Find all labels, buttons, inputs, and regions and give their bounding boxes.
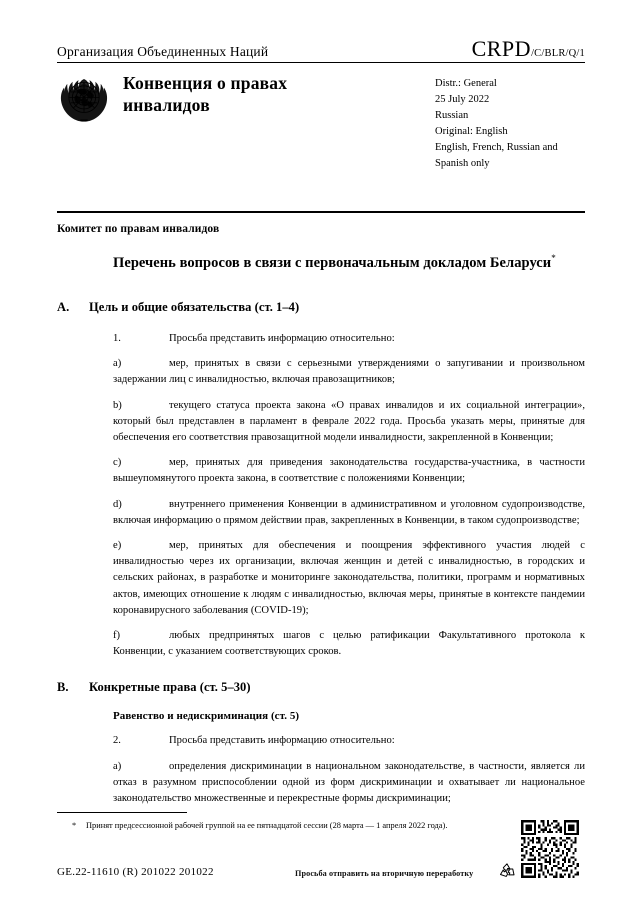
- distribution-languages-1: English, French, Russian and: [435, 141, 558, 153]
- paragraph-a-1: [113, 331, 585, 347]
- masthead-divider: [57, 211, 585, 213]
- document-symbol-suffix: /C/BLR/Q/1: [531, 48, 585, 59]
- paragraph-text: мер, принятых в связи с серьезными утверждениями о запугивании и произвольном задержании лиц с инвалидностью, включая правозащитников;: [113, 358, 585, 386]
- distribution-line: Distr.: General: [435, 78, 497, 89]
- paragraph-a-1a: [113, 356, 585, 388]
- paragraph-marker: 1.: [113, 333, 121, 344]
- paragraph-marker: b): [113, 399, 122, 411]
- paragraph-marker: e): [113, 540, 122, 552]
- paragraph-text: Просьба представить информацию относительно:: [169, 735, 395, 747]
- section-heading-b: [57, 680, 585, 695]
- paragraph-text: мер, принятых для приведения законодательства государства-участника, в частности вышеупомянутого проекта закона, в соответствие с положениями Конвенции;: [113, 457, 585, 485]
- paragraph-marker: a): [113, 760, 122, 772]
- committee-name: Комитет по правам инвалидов: [57, 223, 220, 235]
- section-title-b: Конкретные права (ст. 5–30): [89, 680, 251, 695]
- header-divider: [57, 62, 585, 63]
- document-header: [57, 36, 585, 62]
- recycle-note: Просьба отправить на вторичную переработку: [295, 869, 474, 878]
- section-heading-a: [57, 300, 585, 315]
- section-letter-b: B.: [57, 680, 69, 695]
- masthead: [57, 70, 585, 172]
- distribution-original: Original: English: [435, 125, 508, 137]
- footnote-marker: *: [72, 821, 77, 830]
- distribution-language: Russian: [435, 109, 469, 121]
- recycle-icon: [497, 861, 517, 881]
- paragraph-text: любых предпринятых шагов с целью ратификации Факультативного протокола к Конвенции, с указанием соответствующих сроков.: [113, 630, 585, 658]
- convention-title: Конвенция о правах инвалидов: [123, 73, 288, 116]
- paragraph-b-2: [113, 733, 585, 749]
- paragraph-marker: f): [113, 630, 121, 642]
- un-emblem-icon: [57, 72, 111, 126]
- document-symbol-main: CRPD: [471, 36, 532, 61]
- paragraph-a-1f: [113, 628, 585, 660]
- paragraph-marker: d): [113, 498, 122, 510]
- paragraph-text: определения дискриминации в национальном законодательстве, в частности, является ли отказ в разумном приспособлении одной из форм дискриминации и охватывает ли национальное законодательство множественные и перекрестные формы дискриминации;: [113, 760, 585, 805]
- document-body: [57, 300, 585, 807]
- paragraph-b-2a: [113, 759, 585, 808]
- distribution-languages-2: Spanish only: [435, 157, 490, 169]
- paragraph-text: внутреннего применения Конвенции в административном и уголовном судопроизводстве, включая информацию о прямом действии прав, закрепленных в Конвенции, в таком судопроизводстве;: [113, 498, 585, 526]
- subsection-heading-equality: Равенство и недискриминация (ст. 5): [113, 710, 300, 723]
- qr-code-icon: [519, 818, 581, 880]
- paragraph-text: текущего статуса проекта закона «О правах инвалидов и их социальной интеграции», который был представлен в парламент в феврале 2022 года. Просьба указать меры, принятые для обеспечения его соответствия правозащитной модели инвалидности, закрепленной в Конвенции;: [113, 399, 585, 444]
- organization-name: Организация Объединенных Наций: [57, 44, 269, 59]
- section-letter-a: A.: [57, 300, 70, 314]
- paragraph-marker: a): [113, 358, 122, 370]
- paragraph-text: Просьба представить информацию относительно:: [169, 333, 395, 344]
- paragraph-text: мер, принятых для обеспечения и поощрения эффективного участия людей с инвалидностью через их организации, включая женщин и детей с инвалидностью, в городских и сельских районах, в разработке и мониторинге законодательства, политики, программ и нормативных актов, имеющих отношение к людям с инвалидностью, включая меры, принятые в контексте пандемии коронавирусного заболевания (COVID-19);: [113, 540, 585, 616]
- document-code: GE.22-11610 (R) 201022 201022: [57, 866, 214, 878]
- paragraph-a-1c: [113, 455, 585, 487]
- distribution-block: [435, 70, 585, 172]
- title-footnote-marker: *: [551, 253, 556, 263]
- paragraph-a-1d: [113, 497, 585, 529]
- paragraph-a-1e: [113, 538, 585, 619]
- footnote-text: Принят предсессионной рабочей группой на ее пятнадцатой сессии (28 марта — 1 апреля 2022 года).: [86, 821, 448, 830]
- paragraph-marker: c): [113, 457, 122, 469]
- document-symbol: [472, 36, 585, 62]
- paragraph-marker: 2.: [113, 735, 121, 747]
- distribution-date: 25 July 2022: [435, 93, 490, 105]
- page-title-text: Перечень вопросов в связи с первоначальным докладом Беларуси: [113, 254, 552, 271]
- paragraph-a-1b: [113, 398, 585, 447]
- footnote: [72, 820, 492, 833]
- section-title-a: Цель и общие обязательства (ст. 1–4): [89, 300, 300, 314]
- page-title: [113, 252, 585, 273]
- footnote-divider: [57, 812, 187, 813]
